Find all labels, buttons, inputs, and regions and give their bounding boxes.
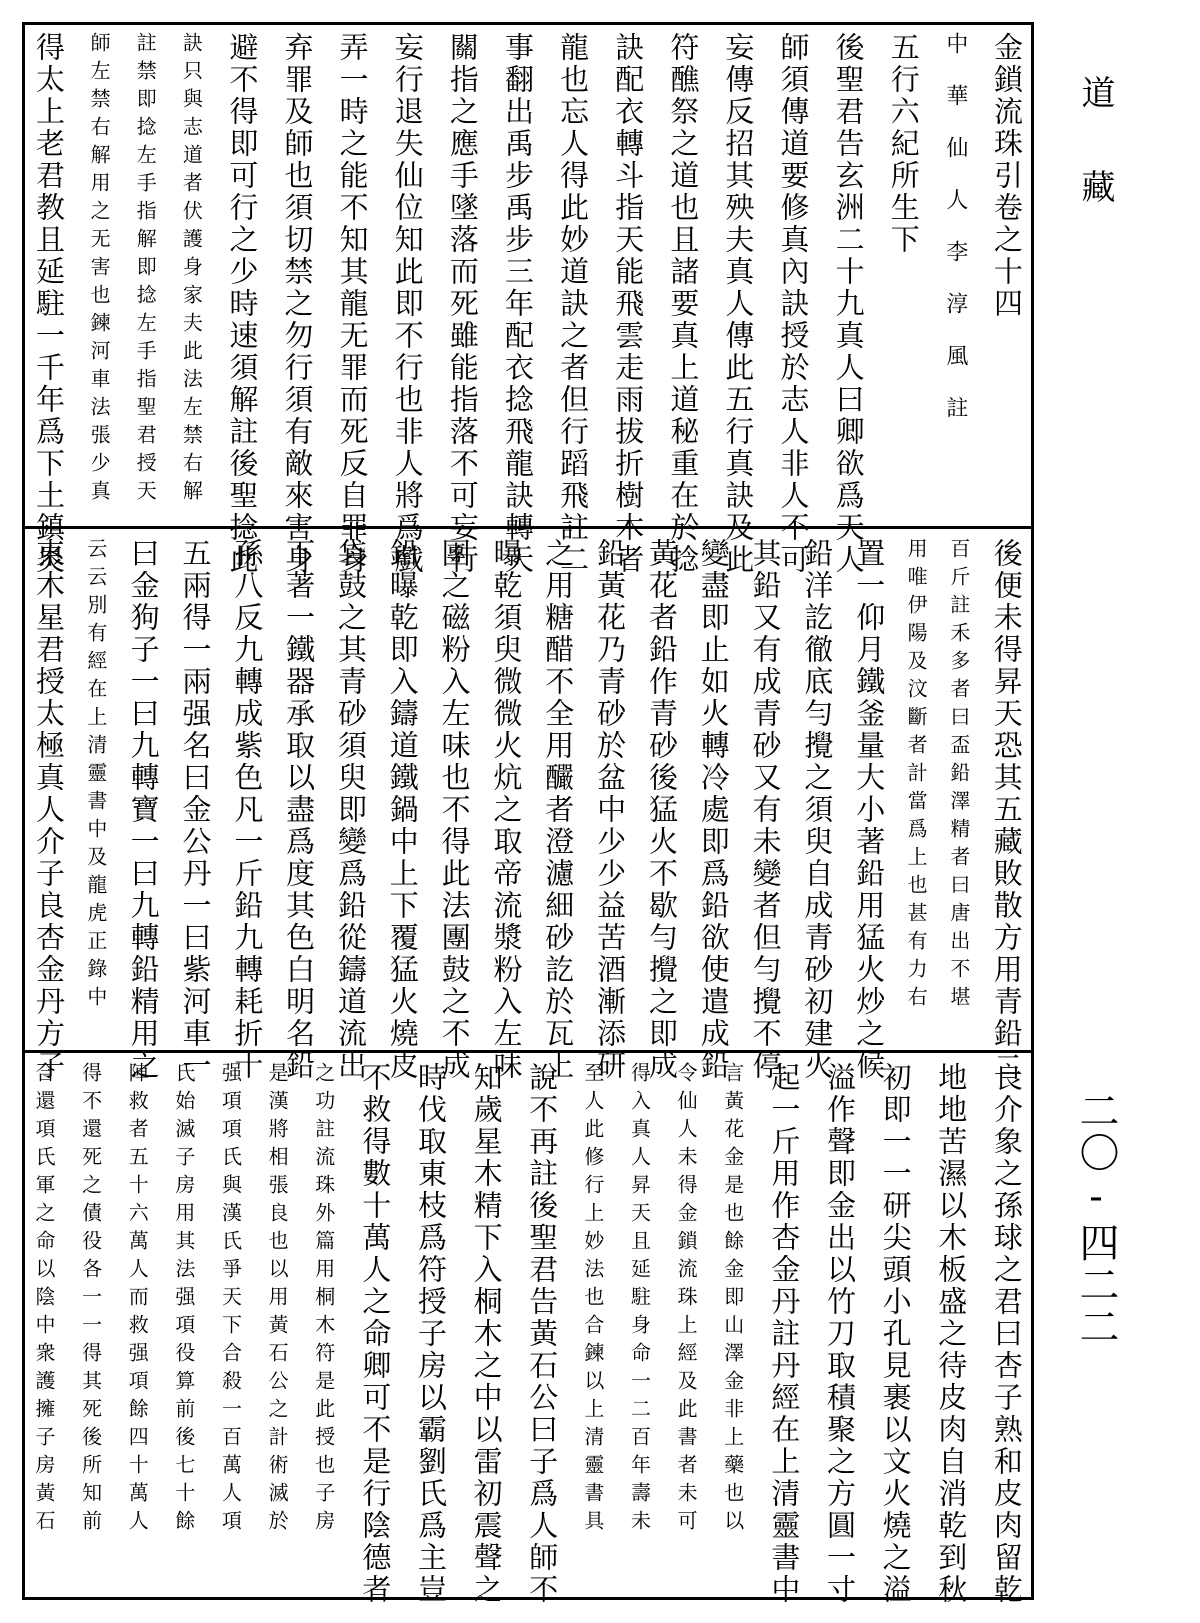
text-column: 變盡即止如火轉冷處即爲鉛欲使遣成鉛	[696, 538, 731, 1082]
text-column: 知歲星木精下入桐木之中以雷初震聲之	[469, 1062, 504, 1606]
text-column: 令仙人未得金鎖流珠上經及此書者未可	[674, 1062, 699, 1538]
text-column: 團之磁粉入左味也不得此法團鼓之不成	[437, 538, 472, 1082]
text-column: 溢作聲即金出以竹刀取積聚之方圓一寸	[823, 1062, 857, 1606]
text-column: 得入真人昇天且延駐身命一二百年壽未	[627, 1062, 652, 1538]
text-column: 弃罪及師也須切禁之勿行須有敵來害身	[280, 32, 315, 576]
text-panel-top	[30, 32, 1025, 576]
text-column: 鉛曝乾即入鑄道鐵鍋中上下覆猛火燒皮	[385, 538, 420, 1082]
text-panel-bottom	[30, 1062, 1025, 1606]
text-column: 師左禁右解用之无害也鍊河車法張少真	[87, 32, 112, 508]
text-column: 至人此修行上妙法也合鍊以上清靈書具	[580, 1062, 605, 1538]
text-column: 關指之應手墜落而死雖能指落不可妄行	[445, 32, 480, 576]
text-column: 事翻出禹步禹步三年配衣捻飛龍訣轉天	[500, 32, 535, 576]
text-column: 說不再註後聖君告黃石公曰子爲人師不	[525, 1062, 560, 1606]
text-column: 後聖君告玄洲二十九真人曰卿欲爲天人	[831, 32, 866, 576]
text-column: 金鎖流珠引卷之十四	[989, 32, 1024, 320]
text-column: 之用糖醋不全用釅者澄濾細砂訖於瓦上	[541, 538, 576, 1082]
text-column: 後便未得昇天恐其五藏敗散方用青鉛二	[989, 538, 1024, 1082]
text-column: 時伐取東枝爲符授子房以霸劉氏爲主豈	[414, 1062, 448, 1606]
page-number: 二〇-四二二	[1073, 1090, 1119, 1348]
text-column: 曝乾須臾微微火炕之取帝流漿粉入左味	[489, 538, 524, 1082]
text-column: 註禁即捻左手指解即捻左手指聖君授天	[133, 32, 158, 508]
text-column: 言黃花金是也餘金即山澤金非上藥也以	[720, 1062, 745, 1538]
text-column: 得不還死之債役各一一得其死後所知前	[78, 1062, 103, 1538]
text-column: 中華仙人李淳風註	[942, 32, 968, 448]
text-column: 妄傳反招其殃夫真人傳此五行真訣及此	[721, 32, 756, 576]
text-column: 曰金狗子一曰九轉寶一曰九轉鉛精用之	[126, 538, 161, 1082]
text-column: 五兩得一兩强名曰金公丹一曰紫河車一	[178, 538, 213, 1082]
text-column: 得太上老君教且延駐一千年爲下土鎮炎	[32, 32, 66, 576]
text-column: 師須傳道要修真內訣授於志人非人不可	[776, 32, 811, 576]
text-column: 袋鼓之其青砂須臾即變爲鉛從鑄道流出	[333, 538, 368, 1082]
text-column: 妄行退失仙位知此即不行也非人將爲戲	[390, 32, 425, 576]
text-column: 龍也忘人得此妙道訣之者但行蹈飛註二	[556, 32, 591, 576]
text-column: 初即一一研尖頭小孔見裹以文火燒之溢	[878, 1062, 913, 1606]
text-column: 下著一鐵器承取以盡爲度其色白明名鉛	[282, 538, 317, 1082]
text-column: 鉛洋訖徹底勻攪之須臾自成青砂初建火	[800, 538, 835, 1082]
text-column: 符醮祭之道也且諸要真上道秘重在於捻	[666, 32, 701, 576]
text-column: 鉛黃花乃青砂於盆中少少益苦酒漸添研	[593, 538, 628, 1082]
text-column: 合還項氏軍之命以陰中衆護擁子房黃石	[32, 1062, 56, 1538]
text-column: 弄一時之能不知其龍无罪而死反自罪身	[335, 32, 370, 576]
text-column: 避不得即可行之少時速須解註後聖捻此	[225, 32, 260, 576]
text-column: 良介象之孫球之君曰杏子熟和皮肉留乾	[989, 1062, 1024, 1606]
text-column: 起一斤用作杏金丹註丹經在上清靈書中	[767, 1062, 802, 1606]
text-column: 是漢將相張良也以用黃石公之計術滅於	[265, 1062, 290, 1538]
text-column: 用唯伊陽及汶斷者計當爲上也甚有力右	[904, 538, 929, 1014]
text-column: 訣配衣轉斗指天能飛雲走雨拔折樹木者	[611, 32, 646, 576]
text-column: 云云別有經在上清靈書中及龍虎正錄中	[83, 538, 108, 1014]
text-column: 氏始滅子房用其法强項役算前後七十餘	[171, 1062, 196, 1538]
text-column: 百斤註禾多者曰盃鉛澤精者曰唐出不堪	[946, 538, 971, 1014]
text-column: 置一仰月鐵釜量大小著鉛用猛火炒之候	[852, 538, 887, 1082]
text-column: 訣只與志道者伏護身家夫此法左禁右解	[179, 32, 204, 508]
text-column: 强項項氏與漢氏爭天下合殺一百萬人項	[218, 1062, 243, 1538]
text-column: 五行六紀所生下	[886, 32, 921, 256]
text-column: 之功註流珠外篇用桐木符是此授也子房	[311, 1062, 336, 1538]
text-panel-middle	[30, 538, 1025, 1082]
text-column: 不救得數十萬人之命卿可不是行陰德者	[358, 1062, 393, 1606]
text-column: 東木星君授太極真人介子良杏金丹方子	[32, 538, 66, 1082]
text-column: 其鉛又有成青砂又有未變者但勻攪不停	[748, 538, 783, 1082]
collection-title: 道藏	[1075, 75, 1115, 263]
text-column: 孫八反九轉成紫色凡一斤鉛九轉耗折十	[230, 538, 265, 1082]
text-column: 黃花者鉛作青砂後猛火不歇勻攪之即成	[644, 538, 679, 1082]
text-column: 地地苦濕以木板盛之待皮肉自消乾到秋	[934, 1062, 969, 1606]
text-column: 陣救者五十六萬人而救强項餘四十萬人	[125, 1062, 150, 1538]
